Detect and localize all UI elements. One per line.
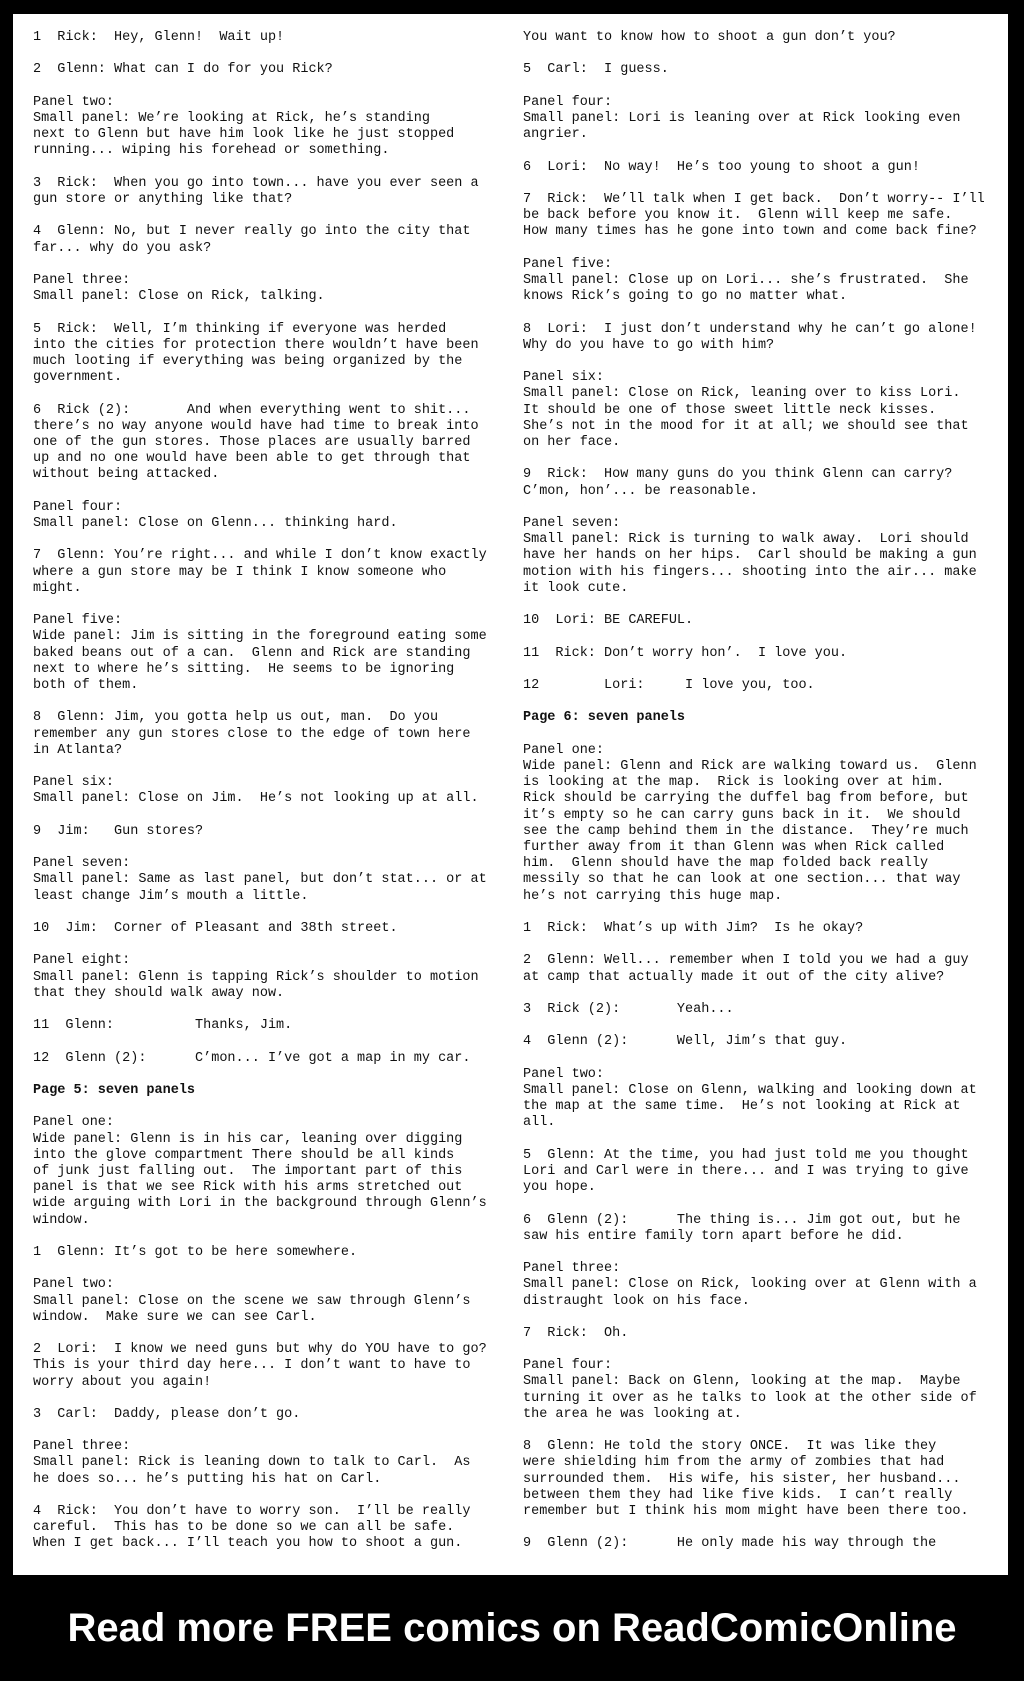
script-page <box>13 14 1008 1575</box>
script-line: 12 Lori: I love you, too. <box>523 677 815 693</box>
script-line: at camp that actually made it out of the city alive? <box>523 969 945 985</box>
script-line: next to where he’s sitting. He seems to be ignoring <box>33 661 455 677</box>
script-line: 12 Glenn (2): C’mon... I’ve got a map in my car. <box>33 1050 471 1066</box>
script-line: far... why do you ask? <box>33 240 212 256</box>
script-line: 2 Glenn: Well... remember when I told you we had a guy <box>523 953 969 969</box>
script-block <box>523 322 1003 354</box>
script-line: baked beans out of a can. Glenn and Rick are standing <box>33 645 471 661</box>
script-line: Small panel: We’re looking at Rick, he’s standing <box>33 110 430 126</box>
promo-banner: Read more FREE comics on ReadComicOnline <box>67 1606 957 1650</box>
script-line: 2 Lori: I know we need guns but why do YOU have to go? <box>33 1342 487 1358</box>
script-line: least change Jim’s mouth a little. <box>33 888 309 904</box>
script-line: She’s not in the mood for it at all; we should see that <box>523 418 969 434</box>
script-line: that they should walk away now. <box>33 985 285 1001</box>
script-line: Small panel: Glenn is tapping Rick’s shoulder to motion <box>33 969 479 985</box>
script-block <box>33 176 513 208</box>
script-line: Small panel: Back on Glenn, looking at the map. Maybe <box>523 1374 961 1390</box>
script-line: in Atlanta? <box>33 742 123 758</box>
script-line: C’mon, hon’... be reasonable. <box>523 483 758 499</box>
script-line: 3 Carl: Daddy, please don’t go. <box>33 1406 301 1422</box>
script-block <box>523 1002 1003 1018</box>
script-block <box>33 1051 513 1067</box>
script-block <box>33 224 513 256</box>
script-line: Panel eight: <box>33 953 131 969</box>
script-line: Lori and Carl were in there... and I was trying to give <box>523 1163 969 1179</box>
script-line: one of the gun stores. Those places are usually barred <box>33 434 471 450</box>
script-line: between them they had like five kids. I can’t really <box>523 1487 953 1503</box>
script-line: there’s no way anyone would have had time to break into <box>33 418 479 434</box>
script-line: angrier. <box>523 127 588 143</box>
script-block <box>33 1115 513 1228</box>
script-line: Page 5: seven panels <box>33 1082 196 1098</box>
script-block <box>523 953 1003 985</box>
script-line: into the cities for protection there wouldn’t have been <box>33 337 479 353</box>
script-line: 5 Rick: Well, I’m thinking if everyone was herded <box>33 321 447 337</box>
script-block <box>523 1034 1003 1050</box>
script-line: Small panel: Close up on Lori... she’s frustrated. She <box>523 272 969 288</box>
script-line: see the camp behind them in the distance. They’re much <box>523 823 969 839</box>
script-line: it’s empty so he can carry guns back in it. We should <box>523 807 961 823</box>
script-line: 3 Rick: When you go into town... have you ever seen a <box>33 175 479 191</box>
script-block <box>33 1245 513 1261</box>
script-line: further away from it than Glenn was when Rick called <box>523 839 945 855</box>
script-line: Small panel: Close on the scene we saw through Glenn’s <box>33 1293 471 1309</box>
script-line: 1 Rick: What’s up with Jim? Is he okay? <box>523 920 864 936</box>
script-line: you hope. <box>523 1180 596 1196</box>
page-heading <box>33 1083 513 1099</box>
script-line: Panel four: <box>523 1358 613 1374</box>
script-line: the area he was looking at. <box>523 1406 742 1422</box>
script-block <box>33 1342 513 1391</box>
script-block <box>33 403 513 484</box>
script-line: government. <box>33 370 123 386</box>
script-block <box>523 257 1003 306</box>
script-block <box>523 1326 1003 1342</box>
script-line: 10 Jim: Corner of Pleasant and 38th street. <box>33 920 398 936</box>
script-line: be back before you know it. Glenn will keep me safe. <box>523 208 953 224</box>
script-line: Small panel: Rick is leaning down to talk to Carl. As <box>33 1455 471 1471</box>
script-block <box>33 95 513 160</box>
script-block <box>523 678 1003 694</box>
script-column-left <box>33 30 513 1569</box>
script-line: turning it over as he talks to look at the other side of <box>523 1390 977 1406</box>
script-block <box>523 160 1003 176</box>
script-block <box>523 646 1003 662</box>
script-line: Small panel: Close on Glenn... thinking hard. <box>33 515 398 531</box>
script-line: 11 Rick: Don’t worry hon’. I love you. <box>523 645 848 661</box>
script-line: This is your third day here... I don’t want to have to <box>33 1358 471 1374</box>
script-line: Panel two: <box>33 1277 115 1293</box>
script-line: remember but I think his mom might have been there too. <box>523 1504 969 1520</box>
script-line: worry about you again! <box>33 1374 212 1390</box>
script-block <box>33 1277 513 1326</box>
script-block <box>523 1261 1003 1310</box>
script-line: messily so that he can look at one section... that way <box>523 872 961 888</box>
script-line: Panel three: <box>33 1439 131 1455</box>
script-line: might. <box>33 580 82 596</box>
script-line: 6 Lori: No way! He’s too young to shoot a gun! <box>523 159 920 175</box>
script-line: 1 Rick: Hey, Glenn! Wait up! <box>33 30 285 45</box>
script-line: 8 Glenn: He told the story ONCE. It was like they <box>523 1439 937 1455</box>
script-line: Panel six: <box>523 370 605 386</box>
script-block <box>523 192 1003 241</box>
script-line: running... wiping his forehead or something. <box>33 143 390 159</box>
script-line: where a gun store may be I think I know someone who <box>33 564 447 580</box>
script-line: 4 Glenn: No, but I never really go into the city that <box>33 224 471 240</box>
script-line: window. Make sure we can see Carl. <box>33 1309 317 1325</box>
script-line: 11 Glenn: Thanks, Jim. <box>33 1018 293 1034</box>
script-block <box>33 856 513 905</box>
script-line: he’s not carrying this huge map. <box>523 888 783 904</box>
script-line: 5 Glenn: At the time, you had just told me you thought <box>523 1147 969 1163</box>
script-line: all. <box>523 1115 556 1131</box>
script-line: 9 Glenn (2): He only made his way through the <box>523 1536 937 1552</box>
script-line: 7 Rick: We’ll talk when I get back. Don’t worry-- I’ll <box>523 191 985 207</box>
script-line: Small panel: Close on Glenn, walking and looking down at <box>523 1082 977 1098</box>
script-line: Wide panel: Glenn is in his car, leaning over digging <box>33 1131 463 1147</box>
script-block <box>33 613 513 694</box>
script-line: Wide panel: Jim is sitting in the foreground eating some <box>33 629 487 645</box>
script-line: 8 Lori: I just don’t understand why he can’t go alone! <box>523 321 977 337</box>
script-block <box>33 824 513 840</box>
script-line: Panel seven: <box>33 856 131 872</box>
script-block <box>523 1213 1003 1245</box>
script-block <box>33 1439 513 1488</box>
script-block <box>523 1536 1003 1552</box>
script-line: 8 Glenn: Jim, you gotta help us out, man. Do you <box>33 710 439 726</box>
script-line: is looking at the map. Rick is looking over at him. <box>523 775 945 791</box>
script-line: careful. This has to be done so we can all be safe. <box>33 1520 455 1536</box>
script-line: of junk just falling out. The important part of this <box>33 1163 463 1179</box>
script-line: 2 Glenn: What can I do for you Rick? <box>33 62 333 78</box>
script-block <box>33 775 513 807</box>
script-block <box>523 30 1003 46</box>
script-block <box>33 921 513 937</box>
script-line: have her hands on her hips. Carl should be making a gun <box>523 548 977 564</box>
script-line: panel is that we see Rick with his arms stretched out <box>33 1180 463 1196</box>
script-block <box>33 953 513 1002</box>
script-line: 7 Rick: Oh. <box>523 1325 629 1341</box>
script-line: 10 Lori: BE CAREFUL. <box>523 613 694 629</box>
script-line: Panel one: <box>33 1115 115 1131</box>
script-line: Panel seven: <box>523 515 621 531</box>
script-line: 6 Rick (2): And when everything went to shit... <box>33 402 471 418</box>
script-line: he does so... he’s putting his hat on Carl. <box>33 1471 382 1487</box>
script-line: Panel four: <box>523 94 613 110</box>
script-line: without being attacked. <box>33 467 220 483</box>
script-block <box>33 710 513 759</box>
script-block <box>33 30 513 46</box>
script-line: 4 Glenn (2): Well, Jim’s that guy. <box>523 1034 848 1050</box>
script-block <box>33 273 513 305</box>
script-block <box>33 500 513 532</box>
script-line: wide arguing with Lori in the background through Glenn’s <box>33 1196 487 1212</box>
script-line: knows Rick’s going to go no matter what. <box>523 289 848 305</box>
script-line: When I get back... I’ll teach you how to shoot a gun. <box>33 1536 463 1552</box>
script-block <box>523 1067 1003 1132</box>
script-line: Panel five: <box>523 256 613 272</box>
script-block <box>523 467 1003 499</box>
script-line: both of them. <box>33 677 139 693</box>
script-block <box>33 1407 513 1423</box>
page-heading <box>523 710 1003 726</box>
script-line: motion with his fingers... shooting into the air... make <box>523 564 977 580</box>
script-line: Rick should be carrying the duffel bag from before, but <box>523 791 969 807</box>
script-block <box>523 62 1003 78</box>
script-line: 3 Rick (2): Yeah... <box>523 1001 734 1017</box>
script-line: Panel six: <box>33 775 115 791</box>
script-block <box>523 95 1003 144</box>
script-line: Why do you have to go with him? <box>523 337 775 353</box>
script-block <box>523 370 1003 451</box>
script-line: Small panel: Same as last panel, but don’t stat... or at <box>33 872 487 888</box>
script-line: 6 Glenn (2): The thing is... Jim got out, but he <box>523 1212 961 1228</box>
script-block <box>523 743 1003 905</box>
script-line: next to Glenn but have him look like he just stopped <box>33 127 455 143</box>
script-column-right <box>523 30 1003 1569</box>
script-line: Small panel: Close on Rick, leaning over to kiss Lori. <box>523 386 961 402</box>
script-line: Panel two: <box>523 1066 605 1082</box>
script-line: 4 Rick: You don’t have to worry son. I’ll be really <box>33 1504 471 1520</box>
script-line: surrounded them. His wife, his sister, her husband... <box>523 1471 961 1487</box>
script-block <box>33 1504 513 1553</box>
script-line: Small panel: Close on Rick, looking over at Glenn with a <box>523 1277 977 1293</box>
script-line: into the glove compartment There should be all kinds <box>33 1147 455 1163</box>
script-block <box>523 921 1003 937</box>
script-line: Small panel: Lori is leaning over at Rick looking even <box>523 110 961 126</box>
script-line: were shielding him from the army of zombies that had <box>523 1455 945 1471</box>
script-line: 7 Glenn: You’re right... and while I don’t know exactly <box>33 548 487 564</box>
script-line: How many times has he gone into town and come back fine? <box>523 224 977 240</box>
script-line: 9 Jim: Gun stores? <box>33 823 204 839</box>
script-line: Panel three: <box>523 1261 621 1277</box>
script-line: 9 Rick: How many guns do you think Glenn can carry? <box>523 467 953 483</box>
script-line: remember any gun stores close to the edge of town here <box>33 726 471 742</box>
script-block <box>523 1439 1003 1520</box>
script-block <box>33 62 513 78</box>
script-block <box>33 322 513 387</box>
script-line: on her face. <box>523 434 621 450</box>
script-line: Panel one: <box>523 742 605 758</box>
script-line: Panel four: <box>33 499 123 515</box>
script-line: up and no one would have been able to get through that <box>33 451 471 467</box>
script-line: much looting if everything was being organized by the <box>33 353 463 369</box>
script-line: 1 Glenn: It’s got to be here somewhere. <box>33 1244 358 1260</box>
script-line: You want to know how to shoot a gun don’t you? <box>523 30 896 45</box>
script-block <box>523 1148 1003 1197</box>
script-line: Small panel: Close on Jim. He’s not looking up at all. <box>33 791 479 807</box>
script-block <box>523 516 1003 597</box>
script-line: It should be one of those sweet little neck kisses. <box>523 402 937 418</box>
script-line: the map at the same time. He’s not looking at Rick at <box>523 1099 961 1115</box>
script-line: gun store or anything like that? <box>33 191 293 207</box>
script-line: Panel three: <box>33 272 131 288</box>
script-line: Page 6: seven panels <box>523 710 686 726</box>
script-line: 5 Carl: I guess. <box>523 62 669 78</box>
script-line: him. Glenn should have the map folded back really <box>523 856 929 872</box>
script-line: Wide panel: Glenn and Rick are walking toward us. Glenn <box>523 758 977 774</box>
script-block <box>523 1358 1003 1423</box>
script-line: window. <box>33 1212 90 1228</box>
script-line: Panel five: <box>33 613 123 629</box>
script-line: it look cute. <box>523 580 629 596</box>
script-line: Small panel: Close on Rick, talking. <box>33 289 325 305</box>
script-block <box>33 548 513 597</box>
script-line: saw his entire family torn apart before he did. <box>523 1228 904 1244</box>
script-line: Panel two: <box>33 94 115 110</box>
script-block <box>523 613 1003 629</box>
script-line: Small panel: Rick is turning to walk away. Lori should <box>523 532 969 548</box>
script-line: distraught look on his face. <box>523 1293 750 1309</box>
script-block <box>33 1018 513 1034</box>
